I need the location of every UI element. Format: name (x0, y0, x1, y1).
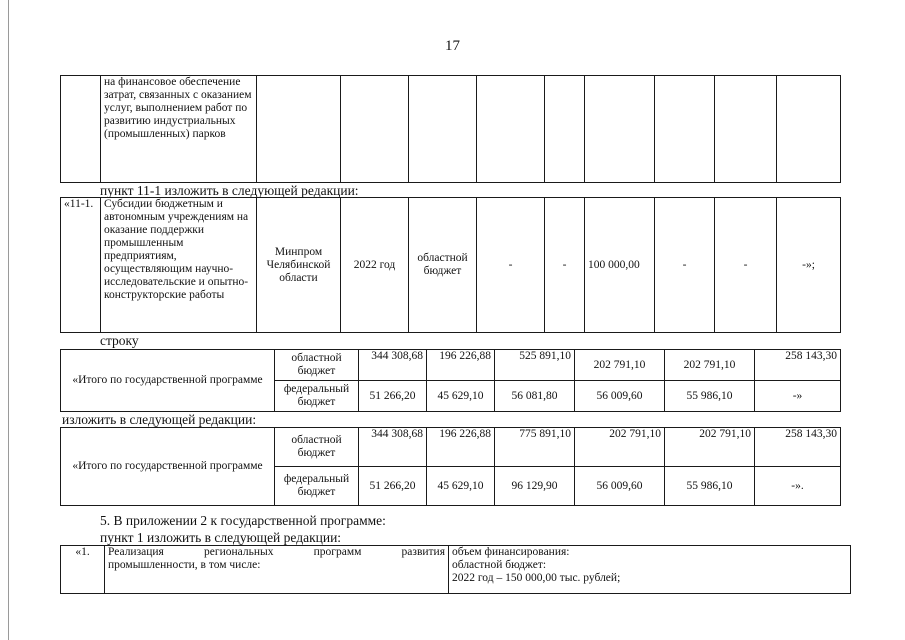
instruction-line-3: изложить в следующей редакции: (62, 412, 257, 427)
t1-cell-4 (341, 76, 409, 183)
t4-source-1: федеральный бюджет (275, 467, 359, 506)
t5-desc-line2: промышленности, в том числе: (108, 559, 261, 571)
t3-r1-v4: 55 986,10 (665, 381, 755, 412)
t1-desc-cell: на финансовое обеспечение затрат, связанных с оказанием услуг, выполнением работ по развитию индустриальных (промышленных) парков (101, 76, 257, 183)
t4-r0-v3: 202 791,10 (575, 428, 665, 467)
t4-r1-v2: 96 129,90 (495, 467, 575, 506)
t4-source-0: областной бюджет (275, 428, 359, 467)
t1-cell-6 (477, 76, 545, 183)
t1-num-cell (61, 76, 101, 183)
t1-cell-10 (715, 76, 777, 183)
t4-r0-v4: 202 791,10 (665, 428, 755, 467)
t4-r1-v1: 45 629,10 (427, 467, 495, 506)
t3-r1-v1: 45 629,10 (427, 381, 495, 412)
t3-r1-v5: -» (755, 381, 841, 412)
table-item-11-1 (60, 197, 841, 333)
table-appendix-item-1 (60, 545, 851, 594)
table-totals-new (60, 427, 841, 506)
t2-num: «11-1. (61, 198, 101, 333)
t2-value-4: - (655, 198, 715, 333)
t2-value-2: - (545, 198, 585, 333)
t3-r0-v3: 202 791,10 (575, 350, 665, 381)
t4-r0-v1: 196 226,88 (427, 428, 495, 467)
t4-r1-v5: -». (755, 467, 841, 506)
t5-desc-word-4: развития (401, 546, 445, 558)
t2-year: 2022 год (341, 198, 409, 333)
t4-r1-v3: 56 009,60 (575, 467, 665, 506)
t4-r0-v2: 775 891,10 (495, 428, 575, 467)
instruction-line-2: строку (100, 333, 139, 348)
t5-desc-word-1: Реализация (108, 546, 164, 558)
t5-num: «1. (61, 546, 105, 594)
instruction-line-1: пункт 11-1 изложить в следующей редакции: (100, 183, 359, 198)
t3-source-1: федеральный бюджет (275, 381, 359, 412)
t3-r0-v2: 525 891,10 (495, 350, 575, 381)
left-margin-line (8, 0, 9, 640)
t4-r1-v4: 55 986,10 (665, 467, 755, 506)
t3-r0-v0: 344 308,68 (359, 350, 427, 381)
t2-value-1: - (477, 198, 545, 333)
t2-executor: Минпром Челябинской области (257, 198, 341, 333)
t2-value-6: -»; (777, 198, 841, 333)
t3-r1-v3: 56 009,60 (575, 381, 665, 412)
table-totals-old (60, 349, 841, 412)
t5-fin-line-3: 2022 год – 150 000,00 тыс. рублей; (452, 572, 621, 584)
t5-desc-word-2: региональных (204, 546, 274, 558)
t1-cell-3 (257, 76, 341, 183)
t2-value-5: - (715, 198, 777, 333)
t5-desc (105, 546, 449, 594)
t3-r0-v5: 258 143,30 (755, 350, 841, 381)
t5-financing (449, 546, 851, 594)
t4-label: «Итого по государственной программе (61, 428, 275, 506)
t1-cell-11 (777, 76, 841, 183)
t3-source-0: областной бюджет (275, 350, 359, 381)
t2-desc: Субсидии бюджетным и автономным учреждениям на оказание поддержки промышленным предприятиям, осуществляющим научно-исследовательские и опытно-конструкторские работы (101, 198, 257, 333)
t5-fin-line-2: областной бюджет: (452, 559, 547, 571)
t4-r0-v5: 258 143,30 (755, 428, 841, 467)
t4-r0-v0: 344 308,68 (359, 428, 427, 467)
section-heading-5: 5. В приложении 2 к государственной программе: (100, 513, 386, 528)
t3-r1-v2: 56 081,80 (495, 381, 575, 412)
t3-r1-v0: 51 266,20 (359, 381, 427, 412)
t2-value-3: 100 000,00 (585, 198, 655, 333)
t4-r1-v0: 51 266,20 (359, 467, 427, 506)
t1-cell-9 (655, 76, 715, 183)
t1-cell-5 (409, 76, 477, 183)
t3-label: «Итого по государственной программе (61, 350, 275, 412)
t5-desc-line1 (108, 546, 445, 559)
instruction-line-5: пункт 1 изложить в следующей редакции: (100, 530, 342, 545)
t2-source: областной бюджет (409, 198, 477, 333)
t5-fin-line-1: объем финансирования: (452, 546, 570, 558)
t3-r0-v1: 196 226,88 (427, 350, 495, 381)
t1-cell-8 (585, 76, 655, 183)
t1-cell-7 (545, 76, 585, 183)
table-continuation (60, 75, 841, 183)
page-number: 17 (445, 38, 460, 54)
t3-r0-v4: 202 791,10 (665, 350, 755, 381)
t5-desc-word-3: программ (313, 546, 362, 558)
